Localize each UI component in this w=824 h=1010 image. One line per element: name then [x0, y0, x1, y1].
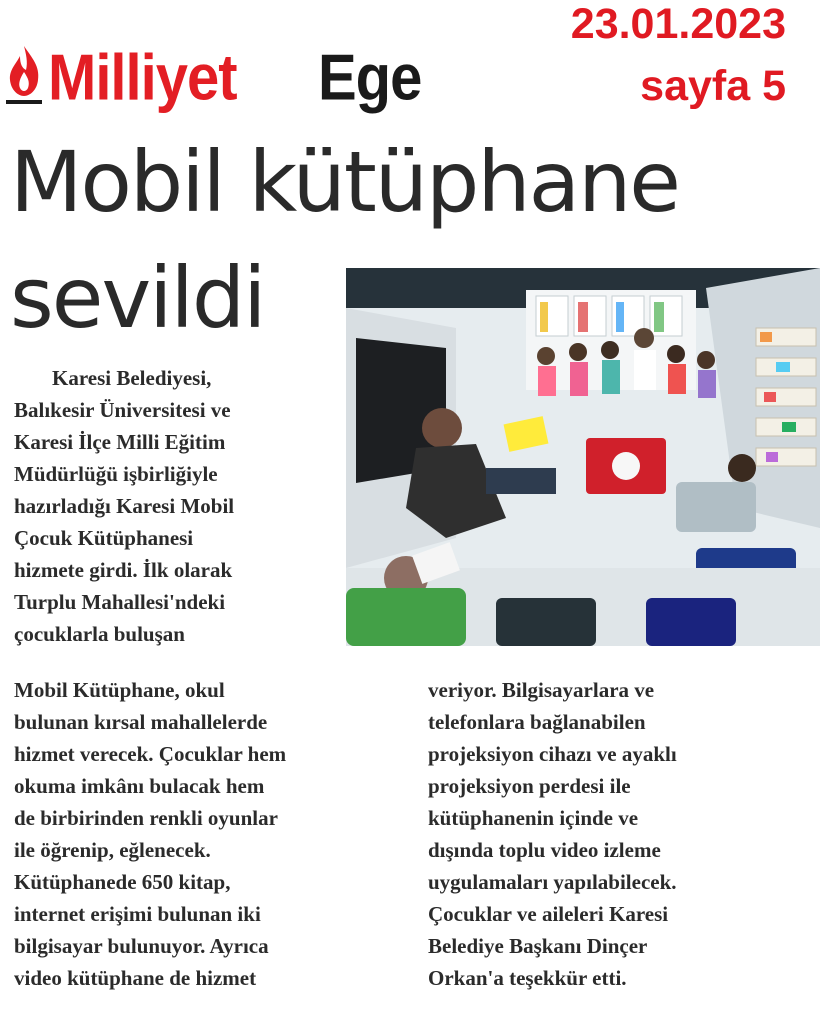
article-line: internet erişimi bulunan iki — [14, 902, 261, 926]
article-column-left-top — [14, 362, 339, 650]
article-line: hazırladığı Karesi Mobil — [14, 494, 235, 518]
article-line: Belediye Başkanı Dinçer — [428, 934, 648, 958]
article-line: uygulamaları yapılabilecek. — [428, 870, 677, 894]
article-line: bilgisayar bulunuyor. Ayrıca — [14, 934, 269, 958]
article-line: telefonlara bağlanabilen — [428, 710, 646, 734]
article-line: Müdürlüğü işbirliğiyle — [14, 462, 218, 486]
article-line: hizmete girdi. İlk olarak — [14, 558, 233, 582]
article-line: Turplu Mahallesi'ndeki — [14, 590, 226, 614]
article-line: kütüphanenin içinde ve — [428, 806, 639, 830]
article-line: veriyor. Bilgisayarlara ve — [428, 678, 655, 702]
article-line: Çocuklar ve aileleri Karesi — [428, 902, 669, 926]
masthead — [0, 38, 470, 118]
article-line: Karesi Belediyesi, — [52, 366, 212, 390]
article-line: Karesi İlçe Milli Eğitim — [14, 430, 226, 454]
article-column-left-bottom — [14, 674, 414, 994]
flame-logo-icon — [2, 42, 46, 114]
headline-line-1: Mobil kütüphane — [10, 133, 679, 231]
article-line: Balıkesir Üniversitesi ve — [14, 398, 231, 422]
page-stamp: sayfa 5 — [640, 62, 786, 110]
brand-name-ege: Ege — [318, 41, 422, 114]
article-line: video kütüphane de hizmet — [14, 966, 257, 990]
article-column-right — [428, 674, 808, 994]
article-line: de birbirinden renkli oyunlar — [14, 806, 278, 830]
article-line: dışında toplu video izleme — [428, 838, 661, 862]
date-stamp: 23.01.2023 — [570, 0, 786, 48]
brand-name-milliyet: Milliyet — [48, 41, 237, 114]
article-line: Kütüphanede 650 kitap, — [14, 870, 231, 894]
article-photo — [346, 268, 820, 646]
article-line: hizmet verecek. Çocuklar hem — [14, 742, 287, 766]
article-line: Mobil Kütüphane, okul — [14, 678, 225, 702]
article-line: bulunan kırsal mahallelerde — [14, 710, 268, 734]
library-bus-photo — [346, 268, 820, 646]
article-line: Çocuk Kütüphanesi — [14, 526, 194, 550]
article-line: ile öğrenip, eğlenecek. — [14, 838, 211, 862]
article-line: çocuklarla buluşan — [14, 622, 185, 646]
article-line: okuma imkânı bulacak hem — [14, 774, 265, 798]
headline-line-2: sevildi — [10, 249, 265, 347]
article-line: Orkan'a teşekkür etti. — [428, 966, 627, 990]
article-line: projeksiyon cihazı ve ayaklı — [428, 742, 677, 766]
article-line: projeksiyon perdesi ile — [428, 774, 631, 798]
